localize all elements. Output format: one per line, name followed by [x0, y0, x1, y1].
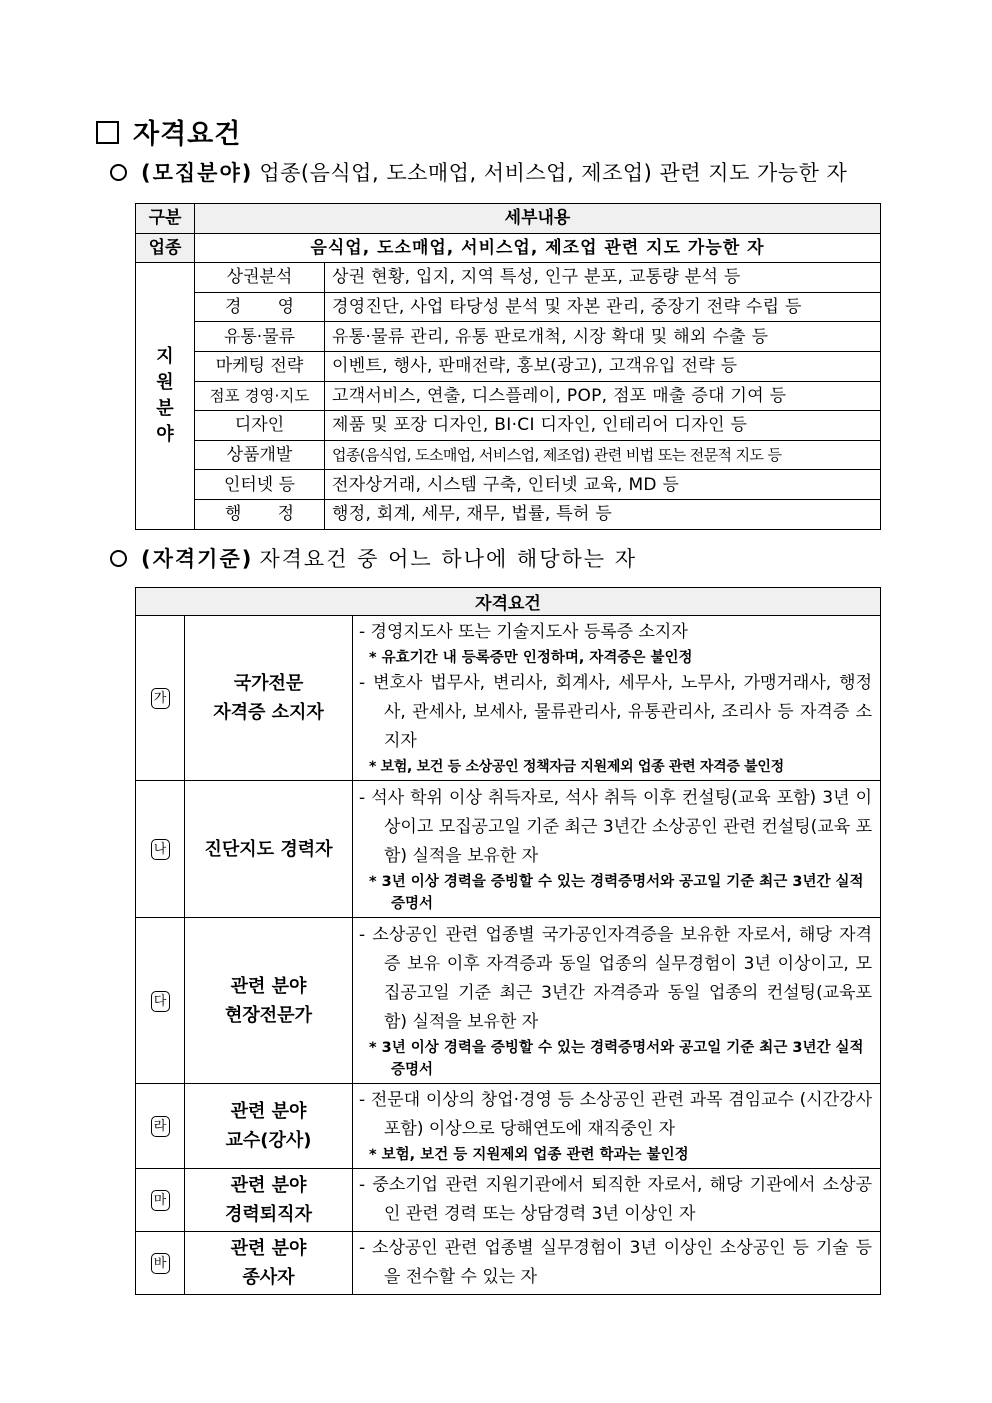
recruit-field-table — [135, 203, 881, 530]
field-name: 점포 경영·지도 — [195, 381, 325, 411]
field-detail: 제품 및 포장 디자인, BI·CI 디자인, 인테리어 디자인 등 — [325, 411, 881, 441]
table-header-category: 구분 — [136, 204, 195, 234]
criteria-title: 관련 분야 교수(강사) — [185, 1084, 353, 1169]
field-detail: 전자상거래, 시스템 구축, 인터넷 교육, MD 등 — [325, 470, 881, 500]
field-name: 디자인 — [195, 411, 325, 441]
bullet-label: (모집분야) — [141, 161, 254, 185]
criteria-detail: - 중소기업 관련 지원기관에서 퇴직한 자로서, 해당 기관에서 소상공인 관련 경력 또는 상담경력 3년 이상인 자 — [353, 1169, 881, 1232]
criteria-detail: - 경영지도사 또는 기술지도사 등록증 소지자 * 유효기간 내 등록증만 인정하며, 자격증은 불인정 - 변호사 법무사, 변리사, 회계사, 세무사, 노무사, 가맹거래사, 행정사, 관세사, 보세사, 물류관리사, 유통관리사, 조리사 등 자격증 소지자 * 보험, 보건 등 소상공인 정책자금 지원제외 업종 관련 자격증 불인정 — [353, 616, 881, 781]
field-detail: 상권 현황, 입지, 지역 특성, 인구 분포, 교통량 분석 등 — [325, 263, 881, 293]
criteria-title: 국가전문 자격증 소지자 — [185, 616, 353, 781]
bullet-label: (자격기준) — [141, 547, 254, 571]
field-name: 상권분석 — [195, 263, 325, 293]
checkbox-square-icon — [96, 121, 119, 144]
criteria-table-header: 자격요건 — [136, 588, 881, 616]
bullet-text: 자격요건 중 어느 하나에 해당하는 자 — [259, 547, 638, 571]
field-name: 유통·물류 — [195, 322, 325, 352]
field-detail: 업종(음식업, 도소매업, 서비스업, 제조업) 관련 비법 또는 전문적 지도 등 — [325, 440, 881, 470]
field-name: 마케팅 전략 — [195, 351, 325, 381]
row-marker: 바 — [136, 1232, 185, 1295]
row-marker: 가 — [136, 616, 185, 781]
recruit-field-bullet — [110, 157, 847, 187]
field-detail: 고객서비스, 연출, 디스플레이, POP, 점포 매출 증대 기여 등 — [325, 381, 881, 411]
criteria-title: 관련 분야 현장전문가 — [185, 918, 353, 1084]
criteria-detail: - 석사 학위 이상 취득자로, 석사 취득 이후 컨설팅(교육 포함) 3년 이상이고 모집공고일 기준 최근 3년간 소상공인 관련 컨설팅(교육 포함) 실적을 보유한 자 * 3년 이상 경력을 증빙할 수 있는 경력증명서와 공고일 기준 최근 3년간 실적증명서 — [353, 781, 881, 918]
field-detail: 행정, 회계, 세무, 재무, 법률, 특허 등 — [325, 499, 881, 529]
circle-bullet-icon — [110, 550, 127, 567]
row-marker: 나 — [136, 781, 185, 918]
criteria-title: 관련 분야 종사자 — [185, 1232, 353, 1295]
industry-label: 업종 — [136, 233, 195, 263]
criteria-bullet — [110, 543, 637, 573]
criteria-title: 관련 분야 경력퇴직자 — [185, 1169, 353, 1232]
criteria-detail: - 소상공인 관련 업종별 국가공인자격증을 보유한 자로서, 해당 자격증 보유 이후 자격증과 동일 업종의 실무경험이 3년 이상이고, 모집공고일 기준 최근 3년간 자격증과 동일 업종의 컨설팅(교육포함) 실적을 보유한 자 * 3년 이상 경력을 증빙할 수 있는 경력증명서와 공고일 기준 최근 3년간 실적증명서 — [353, 918, 881, 1084]
field-name: 경 영 — [195, 292, 325, 322]
row-marker: 다 — [136, 918, 185, 1084]
row-marker: 라 — [136, 1084, 185, 1169]
field-name: 행 정 — [195, 499, 325, 529]
bullet-text: 업종(음식업, 도소매업, 서비스업, 제조업) 관련 지도 가능한 자 — [259, 161, 848, 185]
heading-title: 자격요건 — [133, 119, 242, 150]
criteria-title: 진단지도 경력자 — [185, 781, 353, 918]
field-detail: 유통·물류 관리, 유통 판로개척, 시장 확대 및 해외 수출 등 — [325, 322, 881, 352]
industry-value: 음식업, 도소매업, 서비스업, 제조업 관련 지도 가능한 자 — [195, 233, 881, 263]
field-detail: 경영진단, 사업 타당성 분석 및 자본 관리, 중장기 전략 수립 등 — [325, 292, 881, 322]
criteria-table — [135, 587, 881, 1295]
field-name: 인터넷 등 — [195, 470, 325, 500]
field-detail: 이벤트, 행사, 판매전략, 홍보(광고), 고객유입 전략 등 — [325, 351, 881, 381]
row-marker: 마 — [136, 1169, 185, 1232]
field-name: 상품개발 — [195, 440, 325, 470]
support-field-label: 지원분야 — [136, 263, 195, 529]
criteria-detail: - 소상공인 관련 업종별 실무경험이 3년 이상인 소상공인 등 기술 등을 전수할 수 있는 자 — [353, 1232, 881, 1295]
table-header-detail: 세부내용 — [195, 204, 881, 234]
circle-bullet-icon — [110, 164, 127, 181]
criteria-detail: - 전문대 이상의 창업·경영 등 소상공인 관련 과목 겸임교수 (시간강사 포함) 이상으로 당해연도에 재직중인 자 * 보험, 보건 등 지원제외 업종 관련 학과는 불인정 — [353, 1084, 881, 1169]
section-heading — [96, 112, 241, 151]
